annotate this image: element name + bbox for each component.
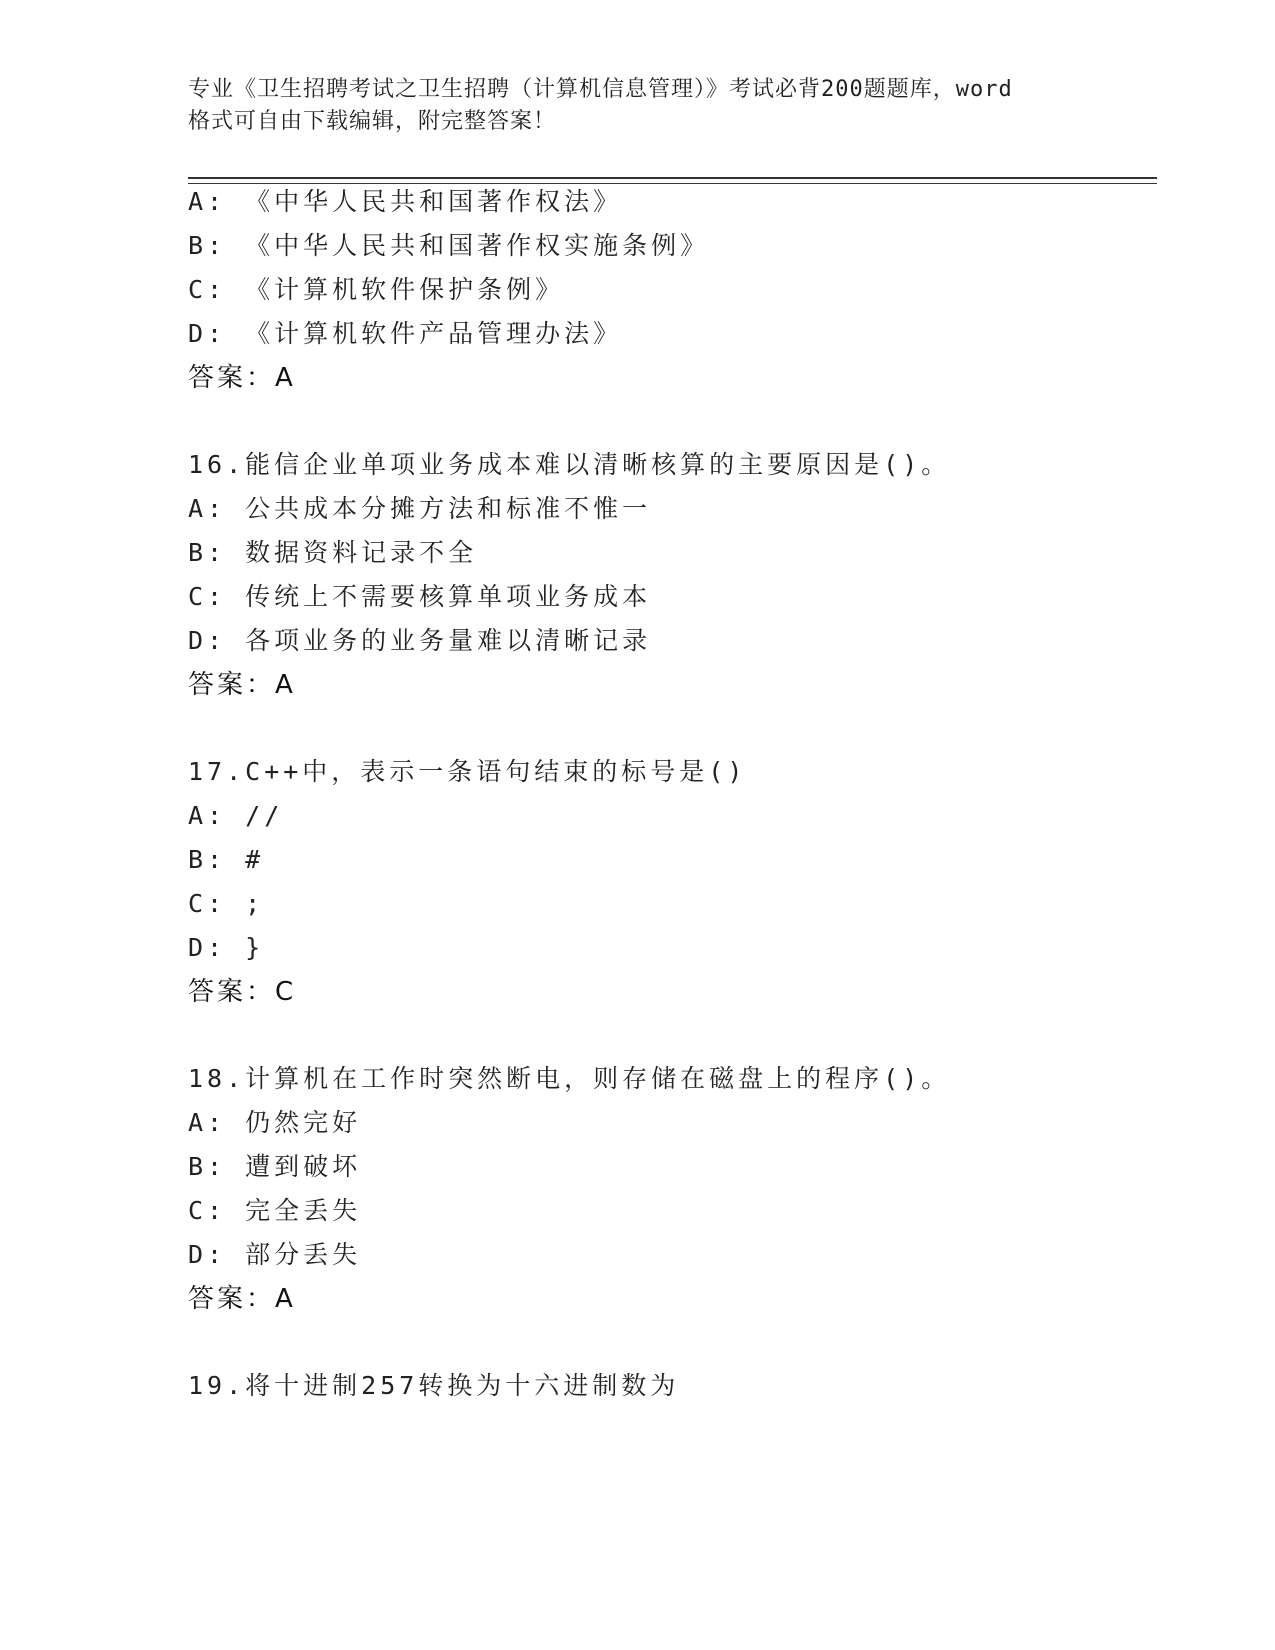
- q16-option-c: C: 传统上不需要核算单项业务成本: [188, 582, 652, 611]
- q18-option-a: A: 仍然完好: [188, 1108, 362, 1137]
- q19-question: 19.将十进制257转换为十六进制数为: [188, 1371, 680, 1400]
- q16-option-b: B: 数据资料记录不全: [188, 538, 478, 567]
- q18-option-b: B: 遭到破坏: [188, 1152, 362, 1181]
- q18-option-c: C: 完全丢失: [188, 1196, 362, 1225]
- q17-option-d: D: }: [188, 933, 265, 962]
- header-divider-thin: [188, 183, 1157, 184]
- q18-question: 18.计算机在工作时突然断电，则存储在磁盘上的程序()。: [188, 1064, 951, 1093]
- header-line-2: 格式可自由下载编辑，附完整答案！: [188, 109, 557, 134]
- q16-answer: 答案：A: [188, 670, 296, 700]
- q17-answer: 答案：C: [188, 977, 297, 1007]
- q17-question: 17.C++中，表示一条语句结束的标号是(): [188, 757, 747, 786]
- q15-answer: 答案：A: [188, 363, 296, 393]
- header-divider-thick: [188, 177, 1157, 179]
- q18-option-d: D: 部分丢失: [188, 1240, 362, 1269]
- q15-option-d: D: 《计算机软件产品管理办法》: [188, 319, 623, 348]
- document-header: [188, 74, 1088, 138]
- q18-answer: 答案：A: [188, 1284, 296, 1314]
- q16-option-a: A: 公共成本分摊方法和标准不惟一: [188, 494, 652, 523]
- q17-option-a: A: //: [188, 801, 284, 830]
- q17-option-b: B: #: [188, 845, 265, 874]
- q15-option-b: B: 《中华人民共和国著作权实施条例》: [188, 231, 710, 260]
- q15-option-a: A: 《中华人民共和国著作权法》: [188, 187, 623, 216]
- q17-option-c: C: ;: [188, 889, 265, 918]
- q16-question: 16.能信企业单项业务成本难以清晰核算的主要原因是()。: [188, 450, 951, 479]
- q15-option-c: C: 《计算机软件保护条例》: [188, 275, 565, 304]
- q16-option-d: D: 各项业务的业务量难以清晰记录: [188, 626, 652, 655]
- header-line-1: 专业《卫生招聘考试之卫生招聘（计算机信息管理）》考试必背200题题库，word: [188, 77, 1013, 102]
